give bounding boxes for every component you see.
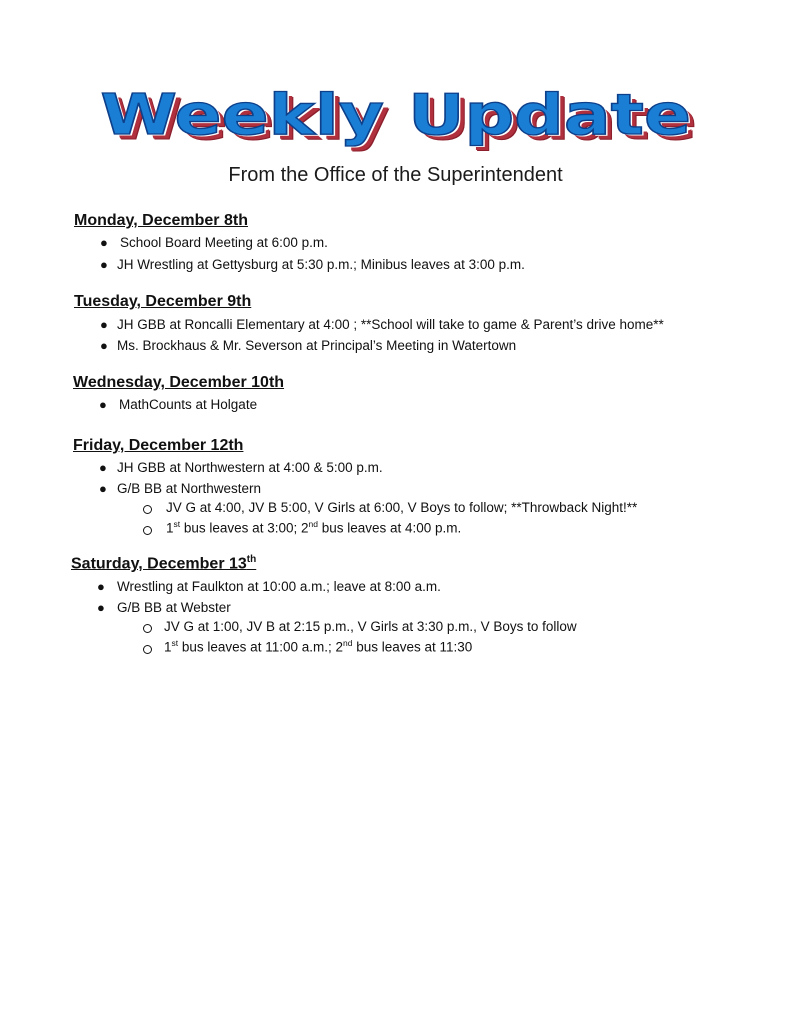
list-item: MathCounts at Holgate	[119, 397, 258, 412]
circle-bullet-icon	[143, 526, 152, 535]
banner	[0, 78, 791, 151]
bullet-icon: ●	[100, 257, 108, 272]
sub-list-item: 1st bus leaves at 11:00 a.m.; 2nd bus leaves at 11:30	[164, 638, 473, 655]
day-heading: Monday, December 8th	[74, 212, 248, 229]
bullet-icon: ●	[100, 235, 108, 250]
sub-list-item: 1st bus leaves at 3:00; 2nd bus leaves at 4:00 p.m.	[166, 519, 462, 536]
list-item: JH GBB at Northwestern at 4:00 & 5:00 p.m.	[117, 460, 383, 475]
day-heading: Tuesday, December 9th	[74, 293, 252, 310]
bullet-icon: ●	[100, 317, 108, 332]
circle-bullet-icon	[143, 645, 152, 654]
bullet-icon: ●	[99, 481, 107, 496]
bullet-icon: ●	[99, 397, 107, 412]
list-item: JH GBB at Roncalli Elementary at 4:00 ; **School will take to game & Parent’s drive home**	[117, 317, 664, 332]
page-subtitle: From the Office of the Superintendent	[228, 164, 563, 186]
list-item: School Board Meeting at 6:00 p.m.	[120, 235, 328, 250]
list-item: Ms. Brockhaus & Mr. Severson at Principal’s Meeting in Watertown	[117, 338, 517, 353]
bullet-icon: ●	[99, 460, 107, 475]
bullet-icon: ●	[97, 579, 105, 594]
list-item: JH Wrestling at Gettysburg at 5:30 p.m.; Minibus leaves at 3:00 p.m.	[117, 257, 525, 272]
bullet-icon: ●	[97, 600, 105, 615]
sub-list-item: JV G at 1:00, JV B at 2:15 p.m., V Girls at 3:30 p.m., V Boys to follow	[164, 619, 577, 634]
list-item: G/B BB at Webster	[117, 600, 231, 615]
day-heading: Friday, December 12th	[73, 437, 244, 454]
day-heading: Saturday, December 13th	[71, 554, 257, 573]
list-item: Wrestling at Faulkton at 10:00 a.m.; leave at 8:00 a.m.	[117, 579, 441, 594]
circle-bullet-icon	[143, 505, 152, 514]
list-item: G/B BB at Northwestern	[117, 481, 262, 496]
circle-bullet-icon	[143, 624, 152, 633]
sub-list-item: JV G at 4:00, JV B 5:00, V Girls at 6:00, V Boys to follow; **Throwback Night!**	[166, 500, 638, 515]
banner-title: Weekly Update	[100, 81, 691, 148]
day-heading: Wednesday, December 10th	[73, 374, 285, 391]
bullet-icon: ●	[100, 338, 108, 353]
